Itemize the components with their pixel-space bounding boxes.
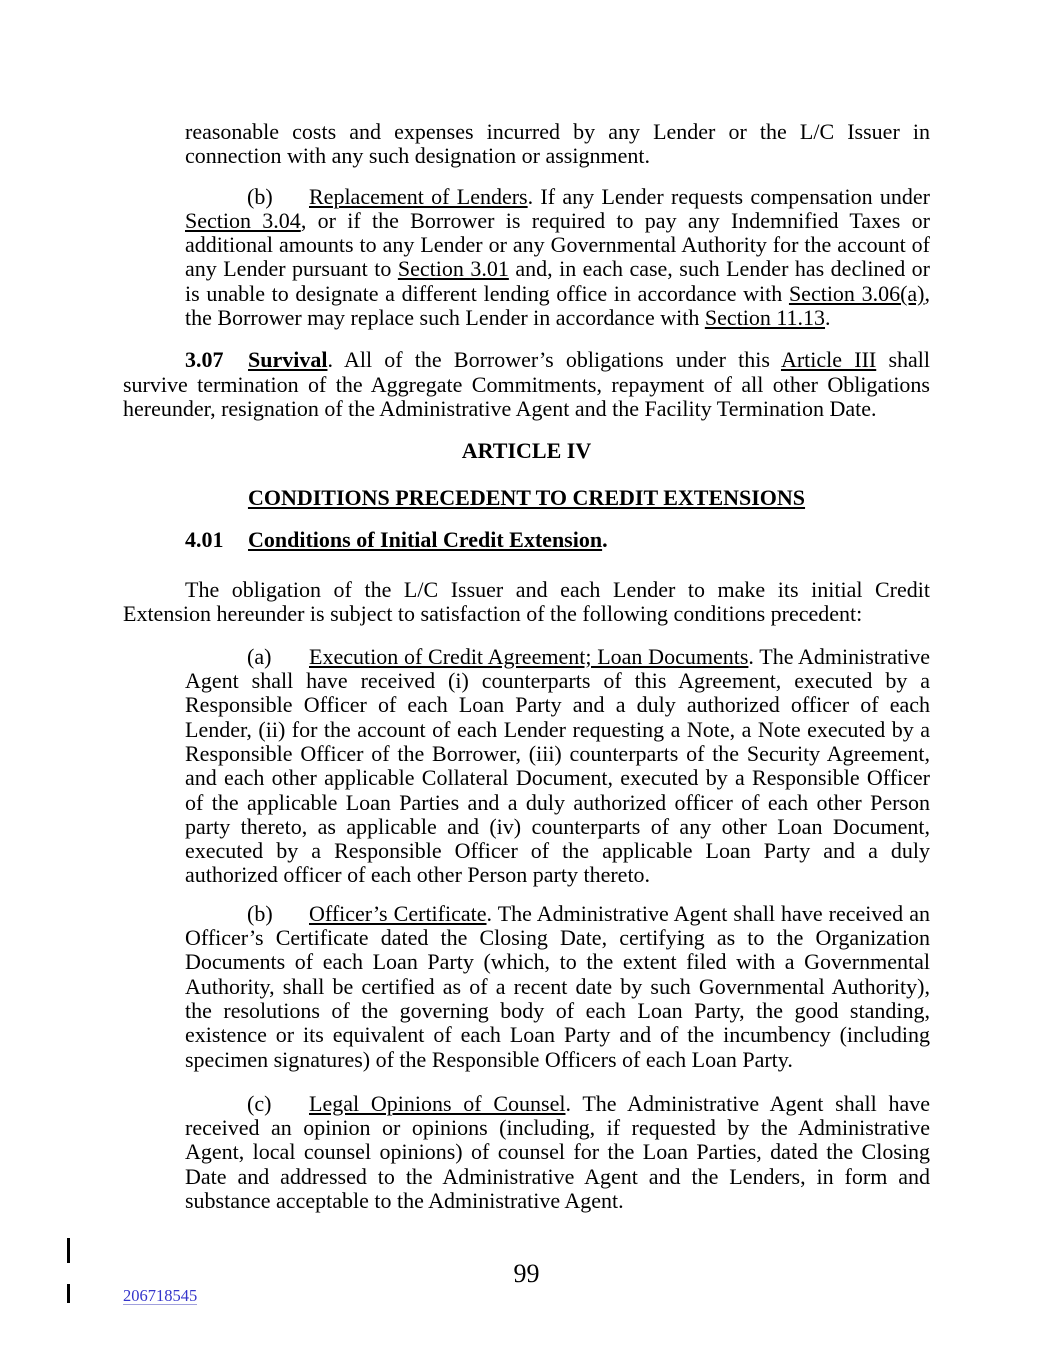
paragraph-conditions-intro	[123, 578, 930, 627]
section-3-07-survival	[123, 348, 930, 421]
clause-label: (c)	[247, 1090, 272, 1116]
text-run: The obligation of the L/C Issuer and each Lender to make its initial Credit Extension hereunder is subject to satisfaction of the following conditions precedent:	[123, 577, 930, 627]
article-title-text: CONDITIONS PRECEDENT TO CREDIT EXTENSIONS	[247, 484, 806, 510]
text-run: . The Administrative Agent shall have received an opinion or opinions (including, if requested by the Administrative Agent, local counsel opinions) of counsel for the Loan Parties, dated the Closing Date and addressed to the Administrative Agent and the Lenders, in form and substance acceptable to the Administrative Agent.	[185, 1090, 930, 1213]
section-number: 3.07	[185, 347, 224, 373]
article-iv-heading	[123, 439, 930, 463]
article-iv-title	[123, 486, 930, 510]
clause-b-replacement-of-lenders	[185, 185, 930, 331]
clause-a-execution-of-credit-agreement	[185, 645, 930, 888]
text-run: . If any Lender requests compensation under	[527, 183, 931, 209]
document-body	[123, 120, 930, 1213]
paragraph-replacement-continuation	[185, 120, 930, 169]
revision-change-bar-upper	[67, 1238, 70, 1263]
clause-label: (b)	[247, 900, 273, 926]
clause-title: Legal Opinions of Counsel	[309, 1090, 566, 1116]
text-run: . The Administrative Agent shall have received an Officer’s Certificate dated the Closing Date, certifying as to the Organization Documents of each Loan Party (which, to the extent filed with a Governmental Authority, shall be certified as of a recent date by such Governmental Authority), the resolutions of the governing body of each Loan Party, the good standing, existence or its equivalent of each Loan Party and of the incumbency (including specimen signatures) of the Responsible Officers of each Loan Party.	[185, 900, 930, 1072]
clause-title: Replacement of Lenders	[309, 183, 528, 209]
clause-label: (a)	[247, 643, 272, 669]
text-run: reasonable costs and expenses incurred by any Lender or the L/C Issuer in connection with any such designation or assignment.	[185, 119, 930, 169]
section-reference: Section 3.06(a)	[788, 280, 925, 306]
clause-label: (b)	[247, 183, 273, 209]
clause-title: Officer’s Certificate	[309, 900, 487, 926]
section-title: Survival	[248, 347, 328, 373]
section-4-01-heading	[123, 528, 930, 552]
article-heading-text: ARTICLE IV	[461, 438, 592, 464]
text-run: .	[602, 526, 608, 552]
text-run: and, in each case, such Lender has declined or is unable to designate a different lending office in accordance with	[185, 256, 931, 306]
text-run: . All of the Borrower’s obligations under this	[327, 347, 781, 373]
section-title: Conditions of Initial Credit Extension	[248, 526, 603, 552]
section-reference: Section 11.13	[704, 305, 826, 331]
section-reference: Section 3.01	[397, 256, 509, 282]
section-reference: Section 3.04	[185, 207, 301, 233]
text-run: shall survive termination of the Aggregate Commitments, repayment of all other Obligations hereunder, resignation of the Administrative Agent and the Facility Termination Date.	[123, 347, 930, 421]
revision-change-bar-lower	[67, 1284, 70, 1303]
page-number: 99	[513, 1259, 540, 1288]
doc-id-link[interactable]: 206718545	[123, 1286, 198, 1305]
text-run: , or if the Borrower is required to pay any Indemnified Taxes or additional amounts to any Lender or any Governmental Authority for the account of any Lender pursuant to	[185, 207, 931, 282]
article-reference: Article III	[780, 347, 877, 373]
text-run: .	[825, 305, 831, 331]
clause-title: Execution of Credit Agreement; Loan Documents	[309, 643, 749, 669]
section-number: 4.01	[185, 526, 224, 552]
clause-b-officers-certificate	[185, 902, 930, 1072]
text-run: . The Administrative Agent shall have received (i) counterparts of this Agreement, executed by a Responsible Officer of each Loan Party and a duly authorized officer of each Lender, (ii) for the account of each Lender requesting a Note, a Note executed by a Responsible Officer of the Borrower, (iii) counterparts of the Security Agreement, and each other applicable Collateral Document, executed by a Responsible Officer of the applicable Loan Parties and a duly authorized officer of each other Person party thereto, as applicable and (iv) counterparts of any other Loan Document, executed by a Responsible Officer of the applicable Loan Party and a duly authorized officer of each other Person party thereto.	[185, 643, 930, 888]
text-run: , the Borrower may replace such Lender in accordance with	[185, 280, 931, 331]
clause-c-legal-opinions	[185, 1092, 930, 1213]
